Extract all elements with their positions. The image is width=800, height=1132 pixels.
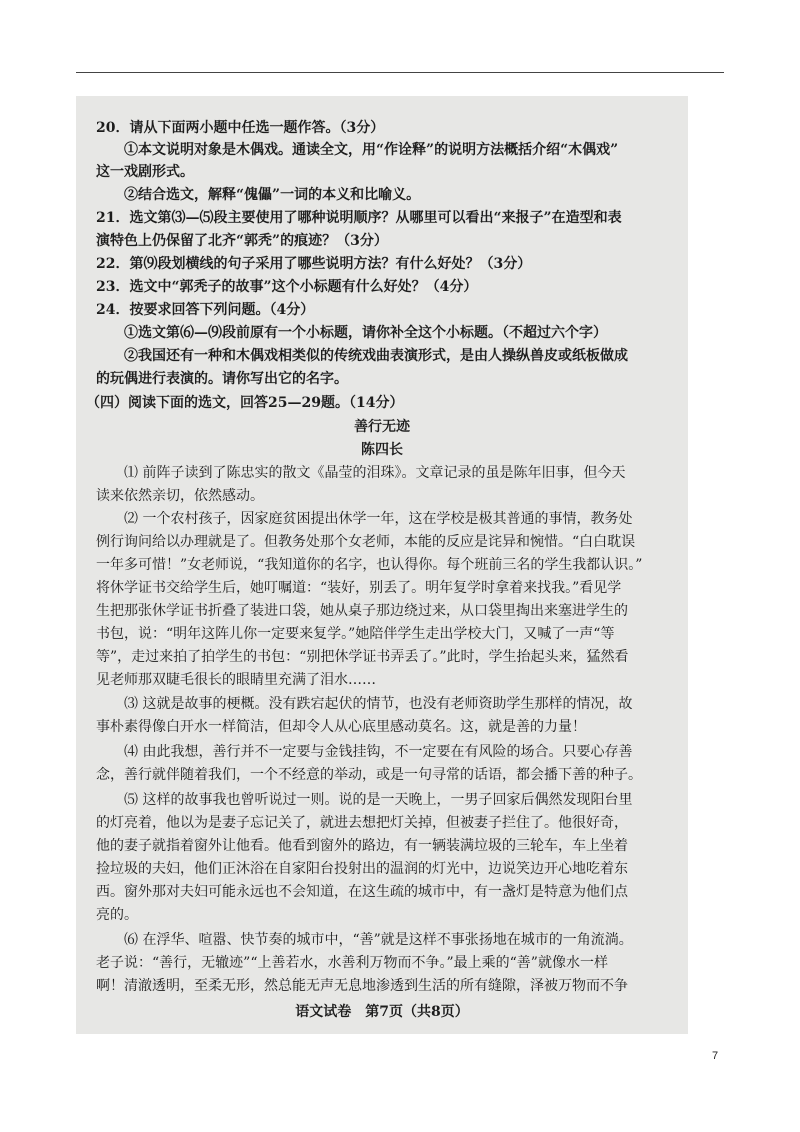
paragraph-2-line-2: 例行询问给以办理就是了。但教务处那个女老师，本能的反应是诧异和惋惜。“白白耽误 [96, 534, 636, 550]
paragraph-5-line-3: 他的妻子就指着窗外让他看。他看到窗外的路边，有一辆装满垃圾的三轮车，车上坐着 [96, 838, 628, 854]
section-4-heading: （四）阅读下面的选文，回答25—29题。（14分） [86, 395, 404, 411]
question-22: 22．第⑼段划横线的句子采用了哪些说明方法？有什么好处？（3分） [96, 256, 532, 272]
paragraph-1: ⑴ 前阵子读到了陈忠实的散文《晶莹的泪珠》。文章记录的虽是陈年旧事，但今天 [124, 465, 626, 481]
question-20-option-1: ①本文说明对象是木偶戏。通读全文，用“作诠释”的说明方法概括介绍“木偶戏” [124, 142, 619, 158]
paragraph-6: ⑹ 在浮华、喧嚣、快节奏的城市中，“善”就是这样不事张扬地在城市的一角流淌。 [124, 932, 633, 948]
question-24: 24．按要求回答下列问题。（4分） [96, 302, 315, 318]
question-24-part-2-cont: 的玩偶进行表演的。请你写出它的名字。 [96, 371, 348, 387]
page-number: 7 [712, 1050, 719, 1062]
scanned-exam-page [76, 96, 688, 1034]
paragraph-2-line-7: 等”，走过来拍了拍学生的书包：“别把休学证书弄丢了。”此时，学生抬起头来，猛然看 [96, 649, 629, 665]
paragraph-2-line-3: 一年多可惜！”女老师说，“我知道你的名字，也认得你。每个班前三名的学生我都认识。” [96, 557, 643, 573]
question-23: 23．选文中“郭秃子的故事”这个小标题有什么好处？（4分） [96, 279, 478, 295]
paragraph-5-line-2: 的灯亮着，他以为是妻子忘记关了，就进去想把灯关掉，但被妻子拦住了。他很好奇， [96, 815, 628, 831]
article-title: 善行无迹 [354, 419, 410, 435]
paragraph-2-line-8: 见老师那双睫毛很长的眼睛里充满了泪水…… [96, 672, 376, 688]
paragraph-2-line-5: 生把那张休学证书折叠了装进口袋，她从桌子那边绕过来，从口袋里掏出来塞进学生的 [96, 603, 628, 619]
paragraph-6-line-2: 老子说：“善行，无辙迹”“上善若水，水善利万物而不争。”最上乘的“善”就像水一样 [96, 955, 608, 971]
page-footer: 语文试卷 第7页（共8页） [295, 1004, 469, 1020]
paragraph-4-cont: 念，善行就伴随着我们，一个不经意的举动，或是一句寻常的话语，都会播下善的种子。 [96, 767, 642, 783]
question-24-part-2: ②我国还有一种和木偶戏相类似的传统戏曲表演形式，是由人操纵兽皮或纸板做成 [124, 348, 628, 364]
header-rule [76, 72, 724, 73]
paragraph-5-line-4: 捡垃圾的夫妇，他们正沐浴在自家阳台投射出的温润的灯光中，边说笑边开心地吃着东 [96, 861, 628, 877]
question-20: 20．请从下面两小题中任选一题作答。（3分） [96, 120, 385, 136]
question-21: 21．选文第⑶—⑸段主要使用了哪种说明顺序？从哪里可以看出“来报子”在造型和表 [96, 210, 622, 226]
paragraph-3: ⑶ 这就是故事的梗概。没有跌宕起伏的情节，也没有老师资助学生那样的情况，故 [124, 696, 633, 712]
question-20-option-2: ②结合选文，解释“傀儡”一词的本义和比喻义。 [124, 187, 421, 203]
paragraph-2-line-4: 将休学证书交给学生后，她叮嘱道：“装好，别丢了。明年复学时拿着来找我。”看见学 [96, 580, 622, 596]
paragraph-5-line-6: 亮的。 [96, 907, 138, 923]
question-24-part-1: ①选文第⑹—⑼段前原有一个小标题，请你补全这个小标题。（不超过六个字） [124, 325, 607, 341]
article-author: 陈四长 [361, 442, 403, 458]
paragraph-4: ⑷ 由此我想，善行并不一定要与金钱挂钩，不一定要在有风险的场合。只要心存善 [124, 744, 633, 760]
question-21-cont: 演特色上仍保留了北齐“郭秃”的痕迹？（3分） [96, 233, 388, 249]
question-20-option-1-cont: 这一戏剧形式。 [96, 164, 194, 180]
paragraph-5: ⑸ 这样的故事我也曾听说过一则。说的是一天晚上，一男子回家后偶然发现阳台里 [124, 792, 633, 808]
paragraph-5-line-5: 西。窗外那对夫妇可能永远也不会知道，在这生疏的城市中，有一盏灯是特意为他们点 [96, 884, 628, 900]
paragraph-2-line-6: 书包，说：“明年这阵儿你一定要来复学。”她陪伴学生走出学校大门，又喊了一声“等 [96, 626, 615, 642]
paragraph-6-line-3: 啊！清澈透明，至柔无形，然总能无声无息地渗透到生活的所有缝隙，泽被万物而不争 [96, 978, 628, 994]
paragraph-2: ⑵ 一个农村孩子，因家庭贫困提出休学一年，这在学校是极其普通的事情，教务处 [124, 511, 633, 527]
paragraph-1-cont: 读来依然亲切，依然感动。 [96, 488, 264, 504]
paragraph-3-cont: 事朴素得像白开水一样简洁，但却令人从心底里感动莫名。这，就是善的力量！ [96, 719, 586, 735]
